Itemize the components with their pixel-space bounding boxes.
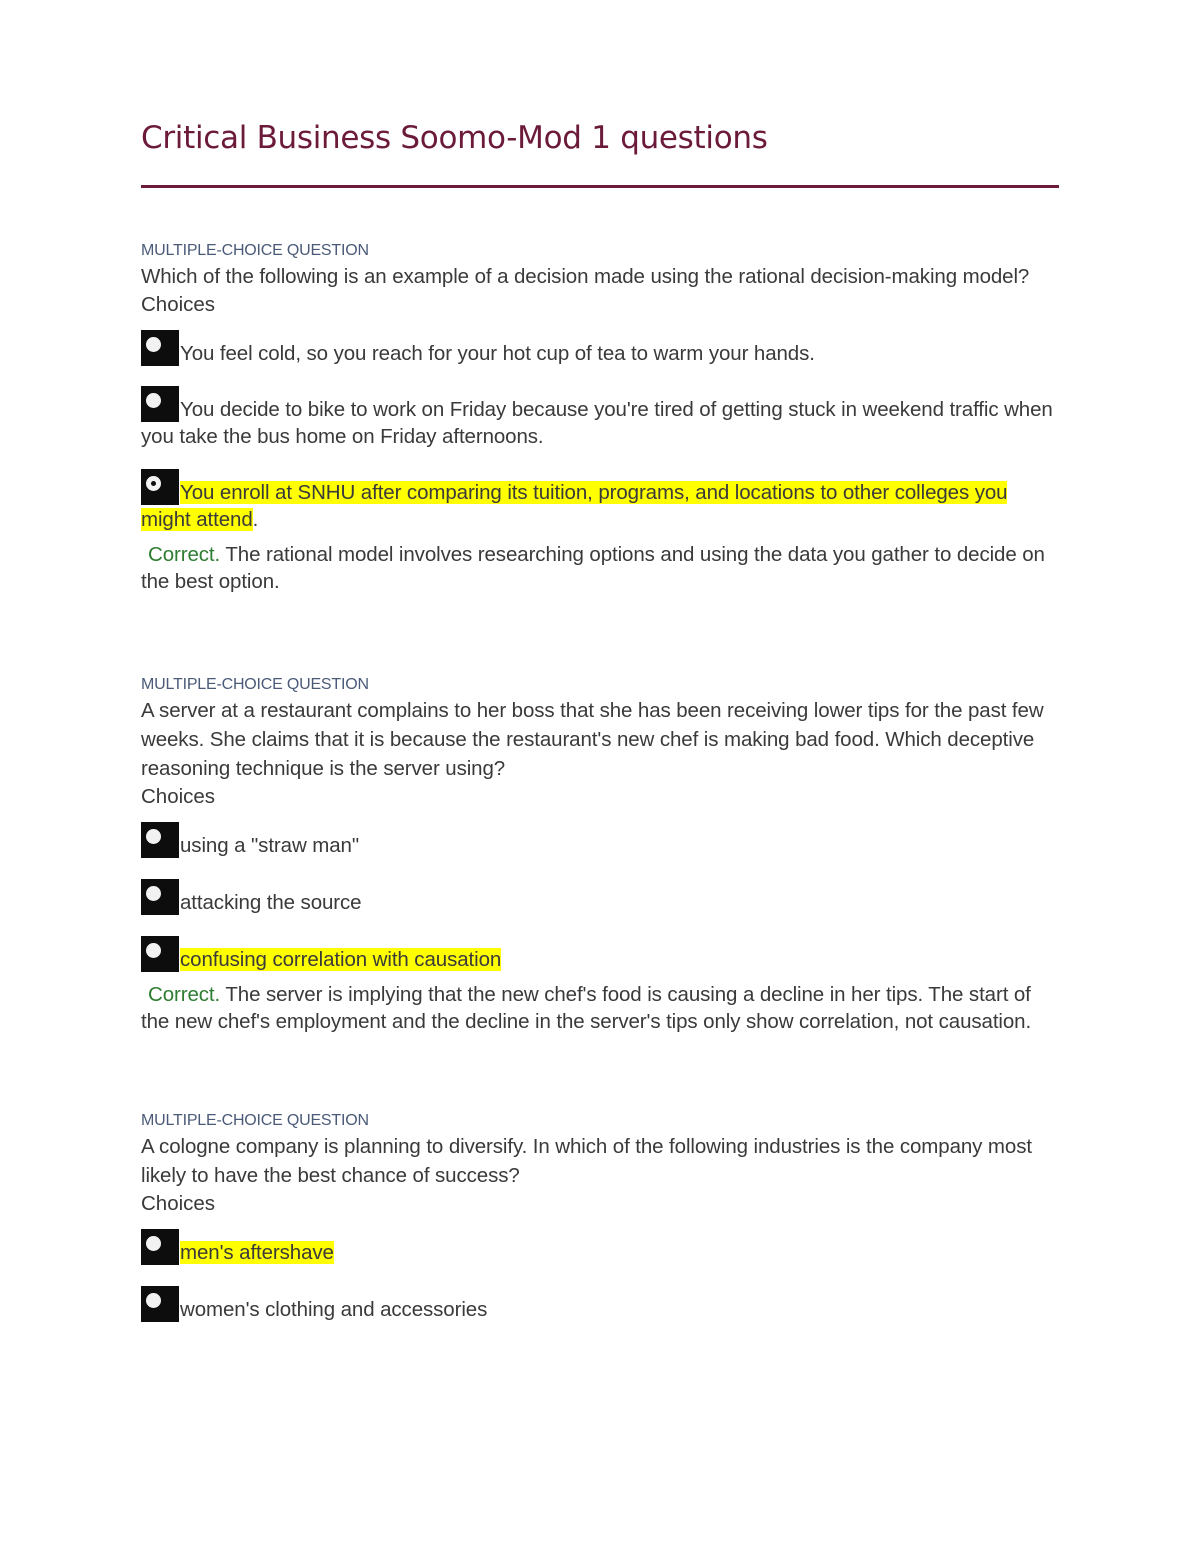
- question-3: [141, 1110, 1059, 1323]
- question-text: A cologne company is planning to diversify. In which of the following industries is the company most likely to have the best chance of success?: [141, 1135, 1032, 1187]
- question-type-label: MULTIPLE-CHOICE QUESTION: [141, 1112, 369, 1129]
- choice-option[interactable]: [141, 936, 1059, 973]
- choice-text: You feel cold, so you reach for your hot cup of tea to warm your hands.: [180, 342, 815, 365]
- radio-button-icon[interactable]: [141, 822, 179, 858]
- correct-label: Correct.: [148, 543, 221, 566]
- choice-option[interactable]: [141, 1286, 1059, 1323]
- choice-text: using a "straw man": [180, 834, 360, 857]
- choice-text-highlighted: confusing correlation with causation: [180, 948, 502, 971]
- choices-label: Choices: [141, 293, 216, 316]
- radio-button-selected-icon[interactable]: [141, 469, 179, 505]
- question-type-label: MULTIPLE-CHOICE QUESTION: [141, 676, 369, 693]
- choice-option[interactable]: [141, 330, 1059, 367]
- choice-option[interactable]: [141, 1229, 1059, 1266]
- choices-label: Choices: [141, 785, 216, 808]
- choice-text-highlighted: men's aftershave: [180, 1241, 334, 1264]
- radio-button-icon[interactable]: [141, 879, 179, 915]
- question-2: [141, 674, 1059, 1035]
- choice-option-selected[interactable]: You enroll at SNHU after comparing its tuition, programs, and locations to other colleges you might attend.: [141, 469, 1059, 533]
- question-type-label: MULTIPLE-CHOICE QUESTION: [141, 242, 369, 259]
- question-text: Which of the following is an example of a decision made using the rational decision-making model?: [141, 265, 1030, 288]
- question-text: A server at a restaurant complains to her boss that she has been receiving lower tips for the past few weeks. She claims that it is because the restaurant's new chef is making bad food. Which deceptive reasoning technique is the server using?: [141, 699, 1044, 780]
- radio-button-icon[interactable]: [141, 386, 179, 422]
- choice-text: You decide to bike to work on Friday because you're tired of getting stuck in weekend traffic when you take the bus home on Friday afternoons.: [141, 398, 1053, 448]
- radio-button-icon[interactable]: [141, 330, 179, 366]
- correct-label: Correct.: [148, 983, 221, 1006]
- feedback-text: The rational model involves researching options and using the data you gather to decide on the best option.: [141, 543, 1045, 593]
- radio-button-icon[interactable]: [141, 1229, 179, 1265]
- radio-button-icon[interactable]: [141, 1286, 179, 1322]
- choice-text: attacking the source: [180, 891, 362, 914]
- feedback: [141, 981, 1059, 1035]
- question-1: [141, 240, 1059, 595]
- radio-button-icon[interactable]: [141, 936, 179, 972]
- choice-option[interactable]: [141, 879, 1059, 916]
- document-title: Critical Business Soomo-Mod 1 questions: [141, 120, 768, 156]
- feedback: [141, 541, 1059, 595]
- choice-text-highlighted: You enroll at SNHU after comparing its tuition, programs, and locations to other colleges you might attend: [141, 481, 1008, 531]
- choice-text: women's clothing and accessories: [180, 1298, 488, 1321]
- choices-label: Choices: [141, 1192, 216, 1215]
- feedback-text: The server is implying that the new chef's food is causing a decline in her tips. The start of the new chef's employment and the decline in the server's tips only show correlation, not causation.: [141, 983, 1032, 1033]
- choice-option[interactable]: [141, 822, 1059, 859]
- title-divider: [141, 185, 1059, 188]
- choice-option[interactable]: [141, 386, 1059, 450]
